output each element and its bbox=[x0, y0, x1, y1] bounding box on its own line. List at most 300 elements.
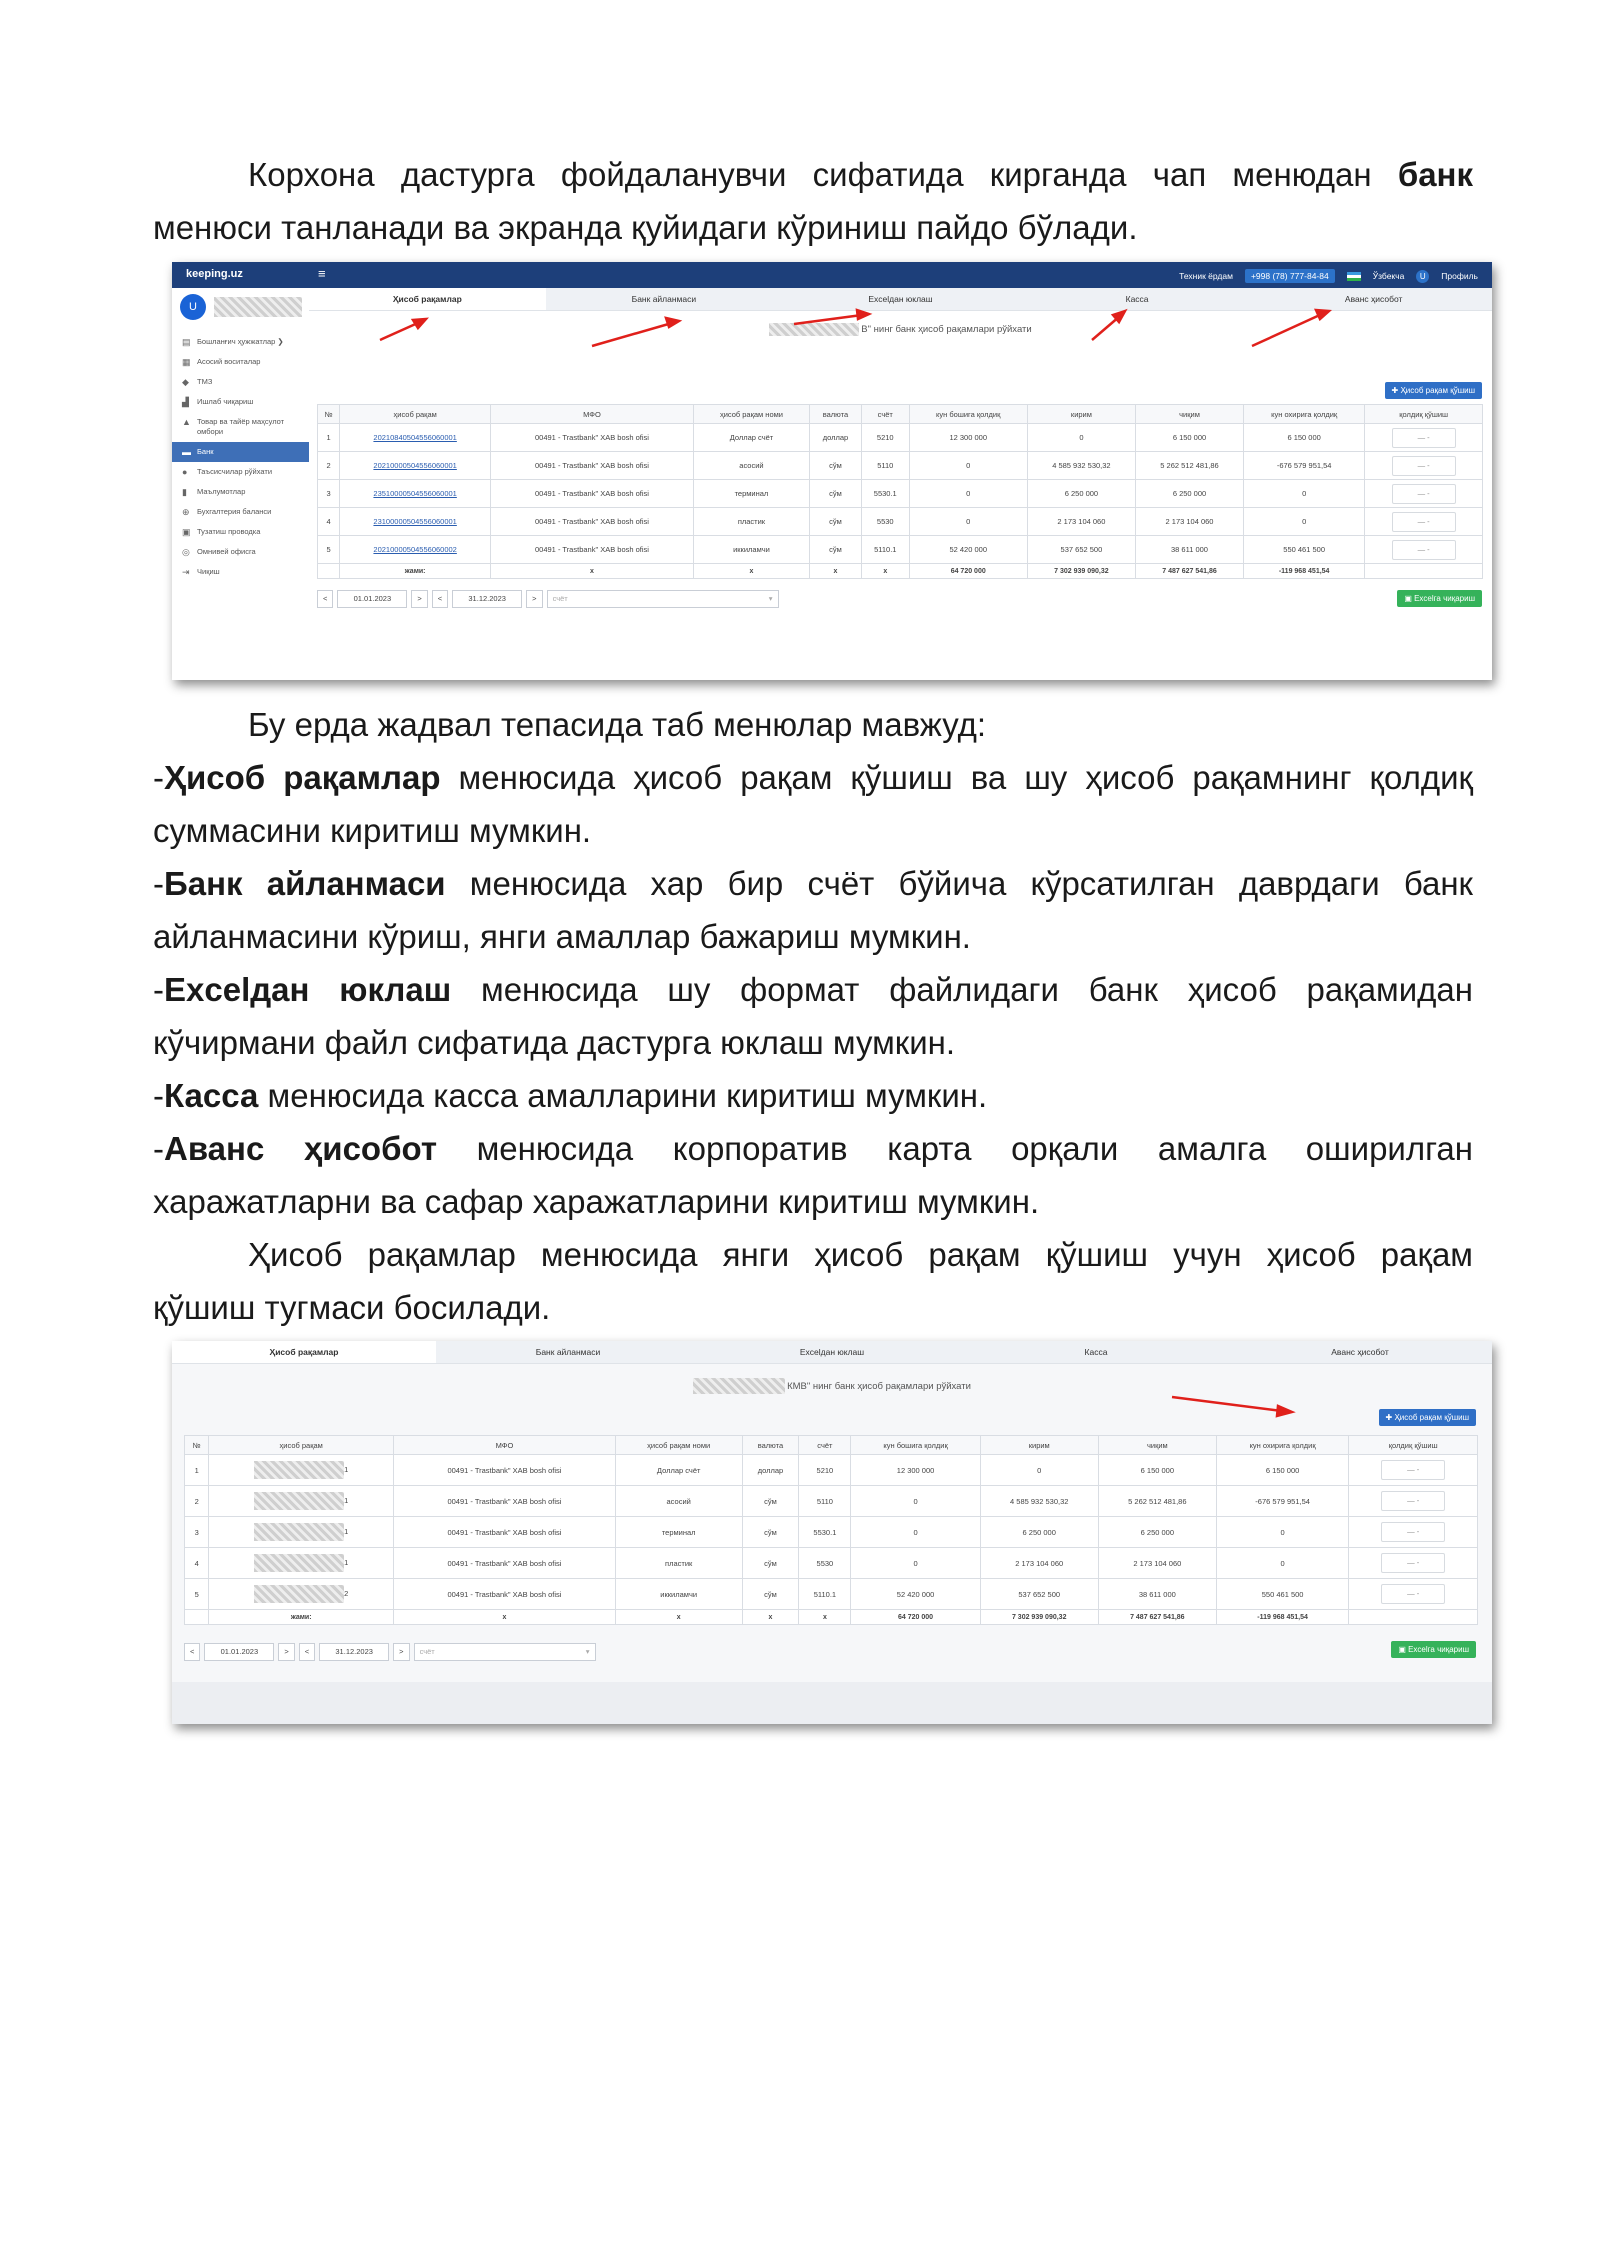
bullet-excel-line-1: -Excelдан юклаш менюсида шу формат файлидаги банк ҳисоб рақамидан bbox=[153, 971, 1474, 1008]
cell-n: 4 bbox=[185, 1548, 209, 1579]
cell-acc bbox=[209, 1548, 394, 1579]
cell-schet: 5530 bbox=[861, 508, 909, 536]
cell-n: 3 bbox=[318, 480, 340, 508]
sidebar-item-icon: ◎ bbox=[182, 547, 190, 557]
cell-open: 0 bbox=[851, 1548, 980, 1579]
cell-acc bbox=[209, 1486, 394, 1517]
menu-toggle-icon[interactable]: ≡ bbox=[318, 266, 326, 281]
intro-paragraph bbox=[153, 148, 1473, 254]
account-number-link[interactable]: 20210000504556060002 bbox=[373, 545, 457, 554]
total-cell: -119 968 451,54 bbox=[1216, 1610, 1348, 1625]
cell-acc bbox=[209, 1455, 394, 1486]
cell-mfo: 00491 - Trastbank" XAB bosh ofisi bbox=[491, 424, 694, 452]
cell-close: 6 150 000 bbox=[1244, 424, 1365, 452]
chevron-down-icon: ▾ bbox=[585, 1647, 590, 1656]
cell-mfo: 00491 - Trastbank" XAB bosh ofisi bbox=[394, 1455, 616, 1486]
next-date-from-button-2[interactable]: > bbox=[278, 1643, 294, 1661]
account-select-placeholder: счёт bbox=[552, 594, 568, 603]
bullet-turnover-line-2: айланмасини кўриш, янги амаллар бажариш мумкин. bbox=[153, 918, 971, 955]
balance-input[interactable]: — - bbox=[1381, 1584, 1445, 1604]
account-number-link[interactable]: 20210000504556060001 bbox=[373, 461, 457, 470]
total-cell: 64 720 000 bbox=[909, 564, 1027, 579]
total-cell: x bbox=[491, 564, 694, 579]
app-logo: keeping.uz bbox=[186, 268, 243, 280]
account-select-2[interactable] bbox=[414, 1643, 596, 1661]
cell-in: 4 585 932 530,32 bbox=[980, 1486, 1098, 1517]
cell-in: 4 585 932 530,32 bbox=[1027, 452, 1135, 480]
total-cell: x bbox=[615, 1610, 742, 1625]
cell-cur: сўм bbox=[742, 1486, 799, 1517]
cell-in: 2 173 104 060 bbox=[1027, 508, 1135, 536]
cell-schet: 5210 bbox=[861, 424, 909, 452]
cell-schet: 5110.1 bbox=[861, 536, 909, 564]
cell-close: 0 bbox=[1216, 1517, 1348, 1548]
cell-acc bbox=[209, 1517, 394, 1548]
cell-open: 12 300 000 bbox=[851, 1455, 980, 1486]
bullet-advance-text: менюсида корпоратив карта орқали амалга оширилган bbox=[436, 1130, 1473, 1167]
redacted-account-number bbox=[254, 1492, 344, 1510]
balance-input[interactable]: — - bbox=[1381, 1522, 1445, 1542]
prev-date-from-button-2[interactable]: < bbox=[184, 1643, 200, 1661]
column-header[interactable]: валюта bbox=[742, 1436, 799, 1455]
cell-open: 0 bbox=[851, 1517, 980, 1548]
sidebar-item-label: Маълумотлар bbox=[197, 487, 246, 496]
cell-acc bbox=[209, 1579, 394, 1610]
sidebar-item-label: Асосий воситалар bbox=[197, 357, 261, 366]
cell-name: асосий bbox=[693, 452, 809, 480]
redacted-company bbox=[769, 323, 859, 336]
total-cell: x bbox=[742, 1610, 799, 1625]
sidebar-item-icon: ● bbox=[182, 467, 188, 477]
column-header[interactable]: чиқим bbox=[1135, 405, 1243, 424]
tab-item[interactable]: Excelдан юклаш bbox=[799, 1347, 865, 1357]
sidebar-item[interactable] bbox=[172, 482, 309, 502]
tabs-intro: Бу ерда жадвал тепасида таб менюлар мавжуд: bbox=[248, 706, 987, 743]
balance-input[interactable]: — - bbox=[1381, 1553, 1445, 1573]
cell-schet: 5110.1 bbox=[799, 1579, 851, 1610]
cell-open: 0 bbox=[909, 480, 1027, 508]
cell-open: 52 420 000 bbox=[909, 536, 1027, 564]
bullet-accounts-line-1: -Ҳисоб рақамлар менюсида ҳисоб рақам қўшиш ва шу ҳисоб рақамнинг қолдиқ bbox=[153, 759, 1473, 796]
next-date-to-button[interactable]: > bbox=[526, 590, 542, 608]
add-account-instruction-line-1: Ҳисоб рақамлар менюсида янги ҳисоб рақам қўшиш учун ҳисоб рақам bbox=[248, 1236, 1473, 1273]
app-topbar bbox=[172, 262, 1492, 288]
cell-open: 52 420 000 bbox=[851, 1579, 980, 1610]
table-title-text-2: КМВ" нинг банк ҳисоб рақамлари рўйхати bbox=[787, 1380, 971, 1392]
table-header-row bbox=[185, 1436, 1478, 1455]
sidebar-item[interactable] bbox=[172, 502, 309, 522]
sidebar-item-label: Тузатиш проводка bbox=[197, 527, 261, 536]
tab-item[interactable]: Ҳисоб рақамлар bbox=[309, 288, 546, 310]
column-header[interactable]: кун бошига қолдиқ bbox=[909, 405, 1027, 424]
cell-name: терминал bbox=[693, 480, 809, 508]
sidebar-item[interactable] bbox=[172, 372, 309, 392]
cell-act bbox=[1365, 452, 1483, 480]
cell-mfo: 00491 - Trastbank" XAB bosh ofisi bbox=[394, 1517, 616, 1548]
column-header[interactable]: чиқим bbox=[1098, 1436, 1216, 1455]
date-from-field[interactable]: 01.01.2023 bbox=[337, 590, 407, 608]
sidebar-item[interactable] bbox=[172, 542, 309, 562]
cell-act bbox=[1349, 1455, 1478, 1486]
bullet-excel-line-2: кўчирмани файл сифатида дастурга юклаш мумкин. bbox=[153, 1024, 956, 1061]
cell-act bbox=[1365, 424, 1483, 452]
totals-row bbox=[185, 1610, 1478, 1625]
cell-open: 0 bbox=[851, 1486, 980, 1517]
cell-schet: 5110 bbox=[861, 452, 909, 480]
account-number-suffix: 2 bbox=[344, 1588, 349, 1598]
sidebar-item[interactable] bbox=[172, 522, 309, 542]
sidebar-item-icon: ▲ bbox=[182, 417, 191, 427]
sidebar-item[interactable] bbox=[172, 392, 309, 412]
column-header[interactable]: № bbox=[185, 1436, 209, 1455]
sidebar-item-icon: ⊕ bbox=[182, 507, 190, 517]
column-header[interactable]: МФО bbox=[491, 405, 694, 424]
screenshot-bank-accounts-tab bbox=[172, 1341, 1492, 1724]
cell-cur: сўм bbox=[809, 480, 861, 508]
sidebar-user bbox=[180, 294, 302, 320]
profile-menu[interactable]: Профиль bbox=[1441, 271, 1478, 281]
table-row bbox=[185, 1548, 1478, 1579]
sidebar-item-label: Бошланғич ҳужжатлар ❯ bbox=[197, 337, 284, 346]
account-number-suffix: 1 bbox=[344, 1495, 349, 1505]
table-row bbox=[318, 424, 1483, 452]
cell-out: 38 611 000 bbox=[1098, 1579, 1216, 1610]
cell-act bbox=[1365, 508, 1483, 536]
cell-name: Доллар счёт bbox=[693, 424, 809, 452]
prev-date-to-button-2[interactable]: < bbox=[299, 1643, 315, 1661]
cell-n: 5 bbox=[318, 536, 340, 564]
sidebar-item[interactable] bbox=[172, 562, 309, 582]
avatar[interactable]: U bbox=[180, 294, 206, 320]
bullet-excel-text: менюсида шу формат файлидаги банк ҳисоб рақамидан bbox=[451, 971, 1474, 1008]
table-title-2 bbox=[172, 1378, 1492, 1394]
cell-out: 6 250 000 bbox=[1135, 480, 1243, 508]
cell-out: 5 262 512 481,86 bbox=[1098, 1486, 1216, 1517]
column-header[interactable]: МФО bbox=[394, 1436, 616, 1455]
balance-input[interactable]: — - bbox=[1381, 1460, 1445, 1480]
date-to-field[interactable]: 31.12.2023 bbox=[452, 590, 522, 608]
add-account-button-2[interactable]: ✚ Ҳисоб рақам қўшиш bbox=[1379, 1409, 1476, 1426]
redacted-company-name bbox=[214, 297, 302, 317]
cell-in: 537 652 500 bbox=[980, 1579, 1098, 1610]
sidebar-item-label: Бухгалтерия баланси bbox=[197, 507, 272, 516]
cell-acc bbox=[340, 508, 491, 536]
add-account-button[interactable]: ✚ Ҳисоб рақам қўшиш bbox=[1385, 382, 1482, 399]
account-number-link[interactable]: 23100000504556060001 bbox=[373, 517, 457, 526]
sidebar-item-icon: ◆ bbox=[182, 377, 189, 387]
sidebar-item-label: Товар ва тайёр маҳсулот омбори bbox=[197, 417, 285, 436]
cell-close: 0 bbox=[1216, 1548, 1348, 1579]
cell-in: 0 bbox=[1027, 424, 1135, 452]
column-header[interactable]: счёт bbox=[861, 405, 909, 424]
total-cell: x bbox=[693, 564, 809, 579]
cell-name: пластик bbox=[615, 1548, 742, 1579]
bullet-excel-bold: Excelдан юклаш bbox=[164, 971, 452, 1008]
sidebar-item-label: Таъсисчилар рўйхати bbox=[197, 467, 273, 476]
redacted-account-number bbox=[254, 1461, 344, 1479]
topbar-phone[interactable]: +998 (78) 777-84-84 bbox=[1245, 269, 1335, 283]
balance-input[interactable]: — - bbox=[1381, 1491, 1445, 1511]
cell-n: 1 bbox=[318, 424, 340, 452]
user-avatar-small[interactable]: U bbox=[1416, 270, 1429, 283]
cell-mfo: 00491 - Trastbank" XAB bosh ofisi bbox=[491, 508, 694, 536]
bullet-cash-text: менюсида касса амалларини киритиш мумкин. bbox=[258, 1077, 988, 1114]
table-row bbox=[318, 480, 1483, 508]
cell-mfo: 00491 - Trastbank" XAB bosh ofisi bbox=[491, 480, 694, 508]
table-row bbox=[185, 1486, 1478, 1517]
cell-close: 550 461 500 bbox=[1216, 1579, 1348, 1610]
cell-close: -676 579 951,54 bbox=[1244, 452, 1365, 480]
bank-accounts-panel bbox=[309, 288, 1492, 680]
balance-input[interactable]: — - bbox=[1392, 456, 1456, 476]
cell-acc bbox=[340, 536, 491, 564]
column-header[interactable]: кун охирига қолдиқ bbox=[1216, 1436, 1348, 1455]
cell-act bbox=[1349, 1486, 1478, 1517]
column-header[interactable]: кирим bbox=[980, 1436, 1098, 1455]
date-from-field-2[interactable]: 01.01.2023 bbox=[204, 1643, 274, 1661]
tab-item[interactable]: Касса bbox=[1125, 294, 1149, 304]
cell-cur: сўм bbox=[809, 536, 861, 564]
column-header[interactable]: № bbox=[318, 405, 340, 424]
screenshot-bank-page-full bbox=[172, 262, 1492, 680]
account-select-placeholder-2: счёт bbox=[419, 1647, 435, 1656]
page-footer-area bbox=[172, 1682, 1492, 1724]
column-header[interactable]: ҳисоб рақам bbox=[209, 1436, 394, 1455]
tab-item[interactable]: Банк айланмаси bbox=[535, 1347, 601, 1357]
sidebar-item-icon: ▤ bbox=[182, 337, 191, 347]
balance-input[interactable]: — - bbox=[1392, 512, 1456, 532]
cell-cur: сўм bbox=[742, 1517, 799, 1548]
bullet-cash-bold: Касса bbox=[164, 1077, 259, 1114]
cell-n: 4 bbox=[318, 508, 340, 536]
cell-n: 1 bbox=[185, 1455, 209, 1486]
cell-n: 2 bbox=[185, 1486, 209, 1517]
cell-close: 0 bbox=[1244, 480, 1365, 508]
column-header[interactable]: қолдиқ қўшиш bbox=[1349, 1436, 1478, 1455]
accounts-table bbox=[317, 404, 1483, 579]
flag-icon bbox=[1347, 272, 1361, 281]
account-number-link[interactable]: 23510000504556060001 bbox=[373, 489, 457, 498]
total-cell: жами: bbox=[209, 1610, 394, 1625]
cell-out: 6 250 000 bbox=[1098, 1517, 1216, 1548]
cell-acc bbox=[340, 480, 491, 508]
cell-out: 2 173 104 060 bbox=[1135, 508, 1243, 536]
cell-mfo: 00491 - Trastbank" XAB bosh ofisi bbox=[394, 1486, 616, 1517]
prev-date-from-button[interactable]: < bbox=[317, 590, 333, 608]
cell-in: 6 250 000 bbox=[1027, 480, 1135, 508]
cell-acc bbox=[340, 424, 491, 452]
sidebar-item-label: Ишлаб чиқариш bbox=[197, 397, 254, 406]
export-excel-button[interactable]: ▣ Excelга чиқариш bbox=[1397, 590, 1482, 607]
cell-cur: доллар bbox=[742, 1455, 799, 1486]
account-number-suffix: 1 bbox=[344, 1557, 349, 1567]
table-header-row bbox=[318, 405, 1483, 424]
sidebar-item[interactable] bbox=[172, 462, 309, 482]
total-cell bbox=[185, 1610, 209, 1625]
bullet-advance-line-1: -Аванс ҳисобот менюсида корпоратив карта орқали амалга оширилган bbox=[153, 1130, 1473, 1167]
bullet-turnover-text: менюсида хар бир счёт бўйича кўрсатилган даврдаги банк bbox=[445, 865, 1473, 902]
tab-item[interactable]: Excelдан юклаш bbox=[868, 294, 933, 304]
table-row bbox=[318, 508, 1483, 536]
sidebar-item[interactable] bbox=[172, 332, 309, 352]
bullet-accounts-bold: Ҳисоб рақамлар bbox=[164, 759, 441, 796]
cell-act bbox=[1349, 1517, 1478, 1548]
sidebar-item-label: Банк bbox=[197, 447, 214, 456]
table-row bbox=[185, 1455, 1478, 1486]
sidebar-item-label: Чиқиш bbox=[197, 567, 220, 576]
date-to-field-2[interactable]: 31.12.2023 bbox=[319, 1643, 389, 1661]
cell-out: 2 173 104 060 bbox=[1098, 1548, 1216, 1579]
intro-line-1-text: Корхона дастурга фойдаланувчи сифатида кирганда чап менюдан bbox=[248, 156, 1398, 193]
bank-accounts-panel-2 bbox=[172, 1341, 1492, 1724]
account-number-link[interactable]: 20210840504556060001 bbox=[373, 433, 457, 442]
cell-open: 0 bbox=[909, 452, 1027, 480]
cell-name: пластик bbox=[693, 508, 809, 536]
total-cell: 7 302 939 090,32 bbox=[1027, 564, 1135, 579]
redacted-account-number bbox=[254, 1523, 344, 1541]
redacted-account-number bbox=[254, 1585, 344, 1603]
table-row bbox=[318, 536, 1483, 564]
accounts-table-2 bbox=[184, 1435, 1478, 1625]
total-cell: -119 968 451,54 bbox=[1244, 564, 1365, 579]
cell-act bbox=[1365, 480, 1483, 508]
sidebar-item[interactable] bbox=[172, 352, 309, 372]
total-cell bbox=[1365, 564, 1483, 579]
cell-cur: сўм bbox=[742, 1548, 799, 1579]
sidebar-menu bbox=[172, 332, 309, 582]
column-header[interactable]: кирим bbox=[1027, 405, 1135, 424]
bullet-accounts-line-2: суммасини киритиш мумкин. bbox=[153, 812, 592, 849]
tab-item[interactable]: Ҳисоб рақамлар bbox=[172, 1341, 436, 1363]
column-header[interactable]: қолдиқ қўшиш bbox=[1365, 405, 1483, 424]
cell-mfo: 00491 - Trastbank" XAB bosh ofisi bbox=[491, 452, 694, 480]
cell-in: 537 652 500 bbox=[1027, 536, 1135, 564]
tab-item[interactable]: Аванс ҳисобот bbox=[1331, 1347, 1389, 1357]
cell-open: 12 300 000 bbox=[909, 424, 1027, 452]
column-header[interactable]: ҳисоб рақам bbox=[340, 405, 491, 424]
redacted-account-number bbox=[254, 1554, 344, 1572]
tab-item[interactable]: Банк айланмаси bbox=[631, 294, 697, 304]
bullet-turnover-bold: Банк айланмаси bbox=[164, 865, 446, 902]
cell-open: 0 bbox=[909, 508, 1027, 536]
sidebar-item-icon: ▟ bbox=[182, 397, 189, 407]
tab-item[interactable]: Аванс ҳисобот bbox=[1344, 294, 1403, 304]
sidebar-item-label: Омнивей офисга bbox=[197, 547, 256, 556]
cell-n: 2 bbox=[318, 452, 340, 480]
balance-input[interactable]: — - bbox=[1392, 484, 1456, 504]
total-cell: x bbox=[809, 564, 861, 579]
cell-schet: 5210 bbox=[799, 1455, 851, 1486]
cell-name: иккиламчи bbox=[615, 1579, 742, 1610]
cell-in: 2 173 104 060 bbox=[980, 1548, 1098, 1579]
bullet-cash-line: -Касса менюсида касса амалларини киритиш мумкин. bbox=[153, 1077, 988, 1114]
balance-input[interactable]: — - bbox=[1392, 428, 1456, 448]
sidebar bbox=[172, 288, 310, 680]
column-header[interactable]: ҳисоб рақам номи bbox=[693, 405, 809, 424]
cell-close: 0 bbox=[1244, 508, 1365, 536]
total-cell: 7 487 627 541,86 bbox=[1098, 1610, 1216, 1625]
column-header[interactable]: кун охирига қолдиқ bbox=[1244, 405, 1365, 424]
tabs-description bbox=[153, 698, 1473, 1334]
sidebar-item-icon: ▣ bbox=[182, 527, 191, 537]
total-cell: x bbox=[861, 564, 909, 579]
sidebar-item-icon: ⇥ bbox=[182, 567, 190, 577]
topbar-help[interactable]: Техник ёрдам bbox=[1179, 271, 1233, 281]
sidebar-item[interactable] bbox=[172, 442, 309, 462]
table-row bbox=[185, 1579, 1478, 1610]
redacted-company-2 bbox=[693, 1378, 785, 1394]
account-select[interactable] bbox=[547, 590, 779, 608]
totals-row bbox=[318, 564, 1483, 579]
cell-n: 3 bbox=[185, 1517, 209, 1548]
sidebar-item[interactable] bbox=[172, 412, 309, 442]
language-select[interactable]: Ўзбекча bbox=[1372, 271, 1405, 281]
sidebar-item-label: ТМЗ bbox=[197, 377, 213, 386]
cell-cur: доллар bbox=[809, 424, 861, 452]
total-cell bbox=[318, 564, 340, 579]
add-account-instruction-line-2: қўшиш тугмаси босилади. bbox=[153, 1289, 551, 1326]
column-header[interactable]: счёт bbox=[799, 1436, 851, 1455]
cell-out: 5 262 512 481,86 bbox=[1135, 452, 1243, 480]
table-title bbox=[309, 323, 1492, 336]
cell-mfo: 00491 - Trastbank" XAB bosh ofisi bbox=[394, 1548, 616, 1579]
tab-item[interactable]: Касса bbox=[1084, 1347, 1108, 1357]
total-cell: x bbox=[799, 1610, 851, 1625]
cell-out: 6 150 000 bbox=[1135, 424, 1243, 452]
export-excel-button-2[interactable]: ▣ Excelга чиқариш bbox=[1391, 1641, 1476, 1658]
intro-line-2: менюси танланади ва экранда қуйидаги кўриниш пайдо бўлади. bbox=[153, 209, 1138, 246]
bullet-accounts-text: менюсида ҳисоб рақам қўшиш ва шу ҳисоб рақамнинг қолдиқ bbox=[440, 759, 1473, 796]
account-number-suffix: 1 bbox=[344, 1464, 349, 1474]
cell-name: терминал bbox=[615, 1517, 742, 1548]
balance-input[interactable]: — - bbox=[1392, 540, 1456, 560]
cell-name: иккиламчи bbox=[693, 536, 809, 564]
period-filter-2 bbox=[184, 1643, 596, 1661]
cell-close: 550 461 500 bbox=[1244, 536, 1365, 564]
cell-in: 6 250 000 bbox=[980, 1517, 1098, 1548]
tab-bar-2 bbox=[172, 1341, 1492, 1364]
total-cell: 7 487 627 541,86 bbox=[1135, 564, 1243, 579]
cell-out: 38 611 000 bbox=[1135, 536, 1243, 564]
bullet-turnover-line-1: -Банк айланмаси менюсида хар бир счёт бўйича кўрсатилган даврдаги банк bbox=[153, 865, 1473, 902]
chevron-down-icon: ▾ bbox=[768, 594, 773, 603]
cell-schet: 5530 bbox=[799, 1548, 851, 1579]
table-title-text: В" нинг банк ҳисоб рақамлари рўйхати bbox=[861, 324, 1032, 335]
cell-cur: сўм bbox=[809, 508, 861, 536]
table-row bbox=[318, 452, 1483, 480]
total-cell bbox=[1349, 1610, 1478, 1625]
cell-act bbox=[1349, 1548, 1478, 1579]
column-header[interactable]: ҳисоб рақам номи bbox=[615, 1436, 742, 1455]
tab-bar bbox=[309, 288, 1492, 311]
bullet-advance-line-2: харажатларни ва сафар харажатларини киритиш мумкин. bbox=[153, 1183, 1040, 1220]
prev-date-to-button[interactable]: < bbox=[432, 590, 448, 608]
cell-name: Доллар счёт bbox=[615, 1455, 742, 1486]
cell-close: -676 579 951,54 bbox=[1216, 1486, 1348, 1517]
table-row bbox=[185, 1517, 1478, 1548]
intro-line-1 bbox=[153, 148, 1473, 201]
cell-schet: 5110 bbox=[799, 1486, 851, 1517]
total-cell: 7 302 939 090,32 bbox=[980, 1610, 1098, 1625]
total-cell: x bbox=[394, 1610, 616, 1625]
column-header[interactable]: валюта bbox=[809, 405, 861, 424]
next-date-to-button-2[interactable]: > bbox=[393, 1643, 409, 1661]
next-date-from-button[interactable]: > bbox=[411, 590, 427, 608]
sidebar-item-icon: ▮ bbox=[182, 487, 187, 497]
cell-close: 6 150 000 bbox=[1216, 1455, 1348, 1486]
column-header[interactable]: кун бошига қолдиқ bbox=[851, 1436, 980, 1455]
sidebar-item-icon: ▬ bbox=[182, 447, 191, 457]
